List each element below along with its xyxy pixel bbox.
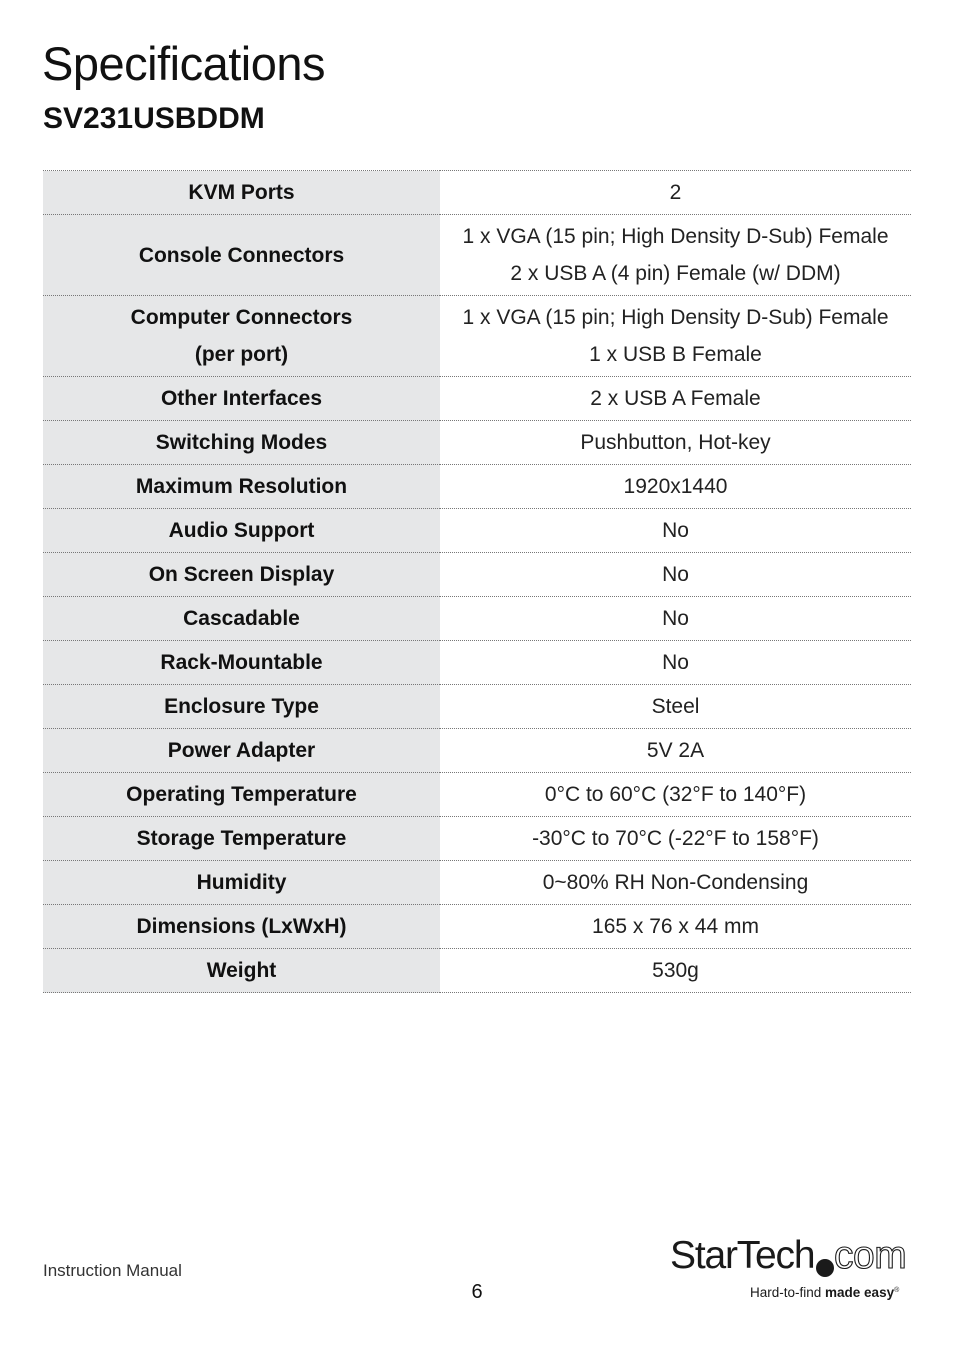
spec-value-line: 0~80% RH Non-Condensing <box>542 871 809 894</box>
spec-value-line: 165 x 76 x 44 mm <box>592 915 759 938</box>
startech-logo <box>668 1230 912 1306</box>
spec-row <box>43 861 911 905</box>
spec-value-line: 2 x USB A (4 pin) Female (w/ DDM) <box>510 262 841 285</box>
spec-label <box>43 597 440 641</box>
spec-label <box>43 465 440 509</box>
spec-value-line: 1 x USB B Female <box>589 343 762 366</box>
spec-row <box>43 685 911 729</box>
spec-label-line: Audio Support <box>168 519 315 542</box>
spec-label <box>43 171 440 215</box>
spec-label <box>43 861 440 905</box>
spec-label-line: Humidity <box>196 871 287 894</box>
spec-value <box>440 597 911 641</box>
logo-tagline <box>750 1285 900 1300</box>
spec-value <box>440 861 911 905</box>
spec-row <box>43 597 911 641</box>
spec-value <box>440 949 911 993</box>
spec-label <box>43 421 440 465</box>
spec-row <box>43 171 911 215</box>
spec-row <box>43 949 911 993</box>
spec-value <box>440 296 911 377</box>
spec-row <box>43 421 911 465</box>
page-title: Specifications <box>42 37 325 90</box>
spec-label <box>43 905 440 949</box>
spec-label-line: Weight <box>206 959 277 982</box>
spec-label-line: Operating Temperature <box>126 783 357 806</box>
logo-com-text: com <box>834 1234 907 1277</box>
spec-label <box>43 729 440 773</box>
spec-label-line: Rack-Mountable <box>160 651 323 674</box>
spec-value-line: No <box>662 651 689 674</box>
specifications-table-body <box>43 171 911 993</box>
spec-value-line: Steel <box>651 695 700 718</box>
spec-value <box>440 509 911 553</box>
spec-value-line: No <box>662 607 689 630</box>
model-number: SV231USBDDM <box>43 102 265 135</box>
spec-value-line: 5V 2A <box>646 739 705 762</box>
spec-value <box>440 773 911 817</box>
spec-label <box>43 296 440 377</box>
spec-label <box>43 377 440 421</box>
spec-value <box>440 729 911 773</box>
spec-value <box>440 905 911 949</box>
spec-value <box>440 171 911 215</box>
spec-label <box>43 215 440 296</box>
spec-row <box>43 377 911 421</box>
spec-label-line: Dimensions (LxWxH) <box>136 915 347 938</box>
spec-label <box>43 949 440 993</box>
spec-label <box>43 641 440 685</box>
spec-value <box>440 377 911 421</box>
spec-label-line: Maximum Resolution <box>135 475 348 498</box>
spec-value-line: 530g <box>652 959 699 982</box>
spec-value-line: Pushbutton, Hot-key <box>580 431 771 454</box>
spec-label-line: (per port) <box>194 343 289 366</box>
spec-label-line: Switching Modes <box>155 431 328 454</box>
logo-tagline-regular: Hard-to-find <box>750 1285 826 1300</box>
spec-value-line: 1 x VGA (15 pin; High Density D-Sub) Female <box>462 225 889 248</box>
spec-row <box>43 215 911 296</box>
spec-row <box>43 817 911 861</box>
spec-value <box>440 215 911 296</box>
spec-label-line: Power Adapter <box>167 739 316 762</box>
spec-row <box>43 729 911 773</box>
footer-manual-label: Instruction Manual <box>43 1261 182 1280</box>
spec-label-line: KVM Ports <box>188 181 295 204</box>
spec-value-line: No <box>662 519 689 542</box>
spec-label <box>43 685 440 729</box>
spec-row <box>43 509 911 553</box>
spec-value <box>440 553 911 597</box>
logo-dot-icon <box>816 1259 834 1277</box>
spec-label-line: Storage Temperature <box>136 827 347 850</box>
spec-row <box>43 296 911 377</box>
spec-value-line: 1 x VGA (15 pin; High Density D-Sub) Female <box>462 306 889 329</box>
spec-row <box>43 905 911 949</box>
spec-row <box>43 553 911 597</box>
spec-row <box>43 641 911 685</box>
spec-value-line: 2 <box>669 181 682 204</box>
spec-row <box>43 465 911 509</box>
spec-label-line: On Screen Display <box>148 563 335 586</box>
spec-value <box>440 421 911 465</box>
spec-label <box>43 553 440 597</box>
spec-label-line: Computer Connectors <box>130 306 353 329</box>
spec-label <box>43 817 440 861</box>
spec-label-line: Cascadable <box>183 607 300 630</box>
specifications-table <box>43 170 911 993</box>
logo-trademark: ® <box>894 1287 900 1294</box>
spec-value <box>440 641 911 685</box>
spec-value-line: 1920x1440 <box>623 475 728 498</box>
spec-value <box>440 685 911 729</box>
spec-value-line: 0°C to 60°C (32°F to 140°F) <box>544 783 807 806</box>
spec-label <box>43 773 440 817</box>
spec-label-line: Enclosure Type <box>164 695 319 718</box>
logo-tagline-bold: made easy <box>825 1285 895 1300</box>
spec-value <box>440 465 911 509</box>
spec-value <box>440 817 911 861</box>
spec-row <box>43 773 911 817</box>
page-number: 6 <box>471 1281 483 1303</box>
spec-label-line: Console Connectors <box>138 243 345 267</box>
spec-label <box>43 509 440 553</box>
spec-label-line: Other Interfaces <box>160 387 323 410</box>
spec-value-line: -30°C to 70°C (-22°F to 158°F) <box>532 827 819 850</box>
logo-brand-text: StarTech <box>670 1234 815 1277</box>
spec-value-line: 2 x USB A Female <box>590 387 761 410</box>
spec-value-line: No <box>662 563 689 586</box>
